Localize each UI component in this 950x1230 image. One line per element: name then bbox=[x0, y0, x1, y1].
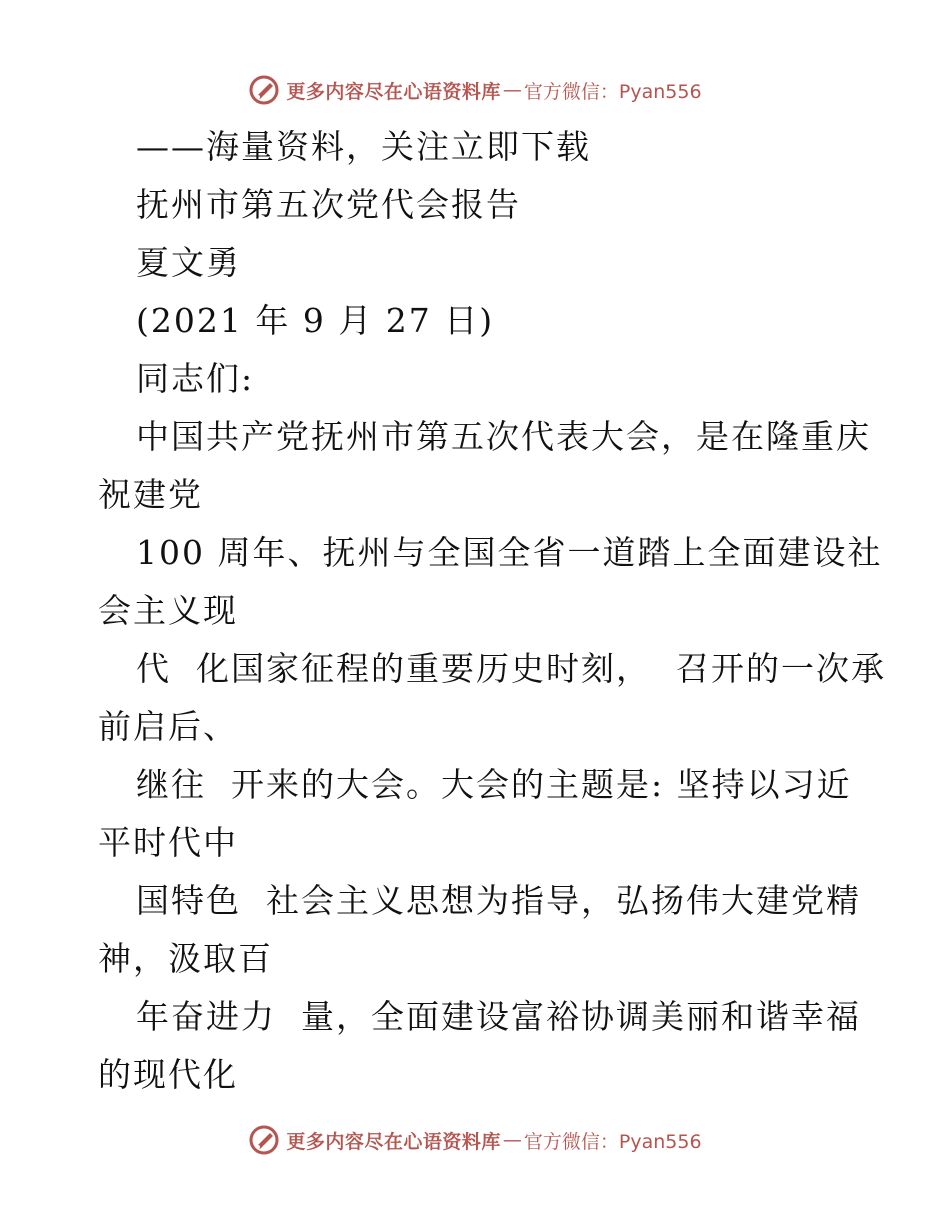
watermark-text: 更多内容尽在心语资料库 bbox=[286, 1130, 501, 1153]
document-title: 抚州市第五次党代会报告 bbox=[136, 185, 521, 224]
document-line: 祝建党 bbox=[98, 475, 203, 514]
document-date: (2021 年 9 月 27 日) bbox=[136, 301, 495, 340]
pen-logo-icon bbox=[248, 1124, 280, 1156]
watermark-separator: — bbox=[502, 1129, 522, 1151]
document-line: 会主义现 bbox=[98, 591, 238, 630]
document-line: 平时代中 bbox=[98, 823, 238, 862]
document-line: ——海量资料，关注立即下载 bbox=[136, 127, 591, 166]
document-line: 中国共产党抚州市第五次代表大会，是在隆重庆 bbox=[136, 417, 871, 456]
watermark-contact: 官方微信：Pyan556 bbox=[523, 80, 702, 103]
document-salutation: 同志们: bbox=[136, 359, 255, 398]
watermark-separator: — bbox=[502, 79, 522, 101]
document-line: 的现代化 bbox=[98, 1055, 238, 1094]
document-body bbox=[98, 118, 886, 1104]
document-line: 代 化国家征程的重要历史时刻， 召开的一次承 bbox=[136, 649, 886, 688]
footer-watermark-banner bbox=[0, 1120, 950, 1160]
document-line: 神，汲取百 bbox=[98, 939, 273, 978]
document-line: 前启后、 bbox=[98, 707, 238, 746]
document-line: 继往 开来的大会。大会的主题是: 坚持以习近 bbox=[136, 765, 852, 804]
document-line: 国特色 社会主义思想为指导，弘扬伟大建党精 bbox=[136, 881, 861, 920]
watermark-text: 更多内容尽在心语资料库 bbox=[286, 80, 501, 103]
header-watermark-banner bbox=[0, 70, 950, 110]
pen-logo-icon bbox=[248, 74, 280, 106]
document-line: 100 周年、抚州与全国全省一道踏上全面建设社 bbox=[136, 533, 883, 572]
watermark-contact: 官方微信：Pyan556 bbox=[523, 1130, 702, 1153]
document-line: 年奋进力 量，全面建设富裕协调美丽和谐幸福 bbox=[136, 997, 861, 1036]
document-author: 夏文勇 bbox=[136, 243, 241, 282]
